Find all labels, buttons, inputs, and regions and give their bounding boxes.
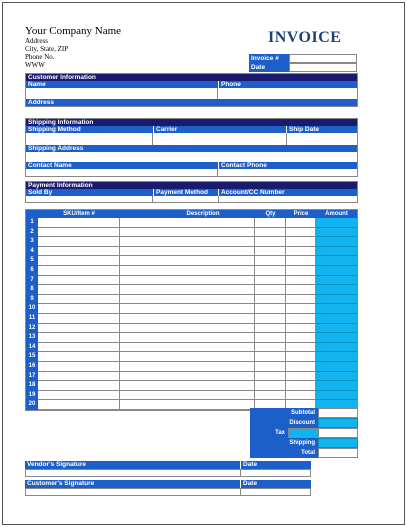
qty-cell[interactable]	[255, 218, 286, 228]
price-cell[interactable]	[286, 304, 316, 314]
price-cell[interactable]	[286, 391, 316, 401]
line-items-body	[26, 218, 357, 410]
invoice-date-label: Date	[249, 63, 289, 72]
price-cell[interactable]	[286, 256, 316, 266]
price-cell[interactable]	[286, 247, 316, 257]
shipping-total-value[interactable]	[318, 438, 358, 448]
table-row	[26, 352, 357, 362]
col-sku: SKU/Item #	[38, 210, 120, 218]
description-cell[interactable]	[120, 343, 255, 353]
tax-value	[318, 428, 358, 438]
table-row	[26, 372, 357, 382]
customer-header: Customer Information	[26, 74, 357, 81]
col-number-head	[26, 210, 38, 218]
customer-phone-field[interactable]	[219, 88, 357, 99]
shipping-address-label: Shipping Address	[26, 145, 357, 152]
amount-cell	[316, 266, 357, 276]
sku-cell[interactable]	[38, 247, 120, 257]
description-cell[interactable]	[120, 266, 255, 276]
subtotal-value	[318, 408, 358, 418]
price-cell[interactable]	[286, 314, 316, 324]
sku-cell[interactable]	[38, 218, 120, 228]
qty-cell[interactable]	[255, 362, 286, 372]
description-cell[interactable]	[120, 362, 255, 372]
table-row	[26, 218, 357, 228]
price-cell[interactable]	[286, 228, 316, 238]
row-number: 14	[26, 343, 38, 353]
qty-cell[interactable]	[255, 304, 286, 314]
sku-cell[interactable]	[38, 362, 120, 372]
sku-cell[interactable]	[38, 266, 120, 276]
description-cell[interactable]	[120, 237, 255, 247]
amount-cell	[316, 256, 357, 266]
shipping-total-label: Shipping	[250, 438, 318, 448]
row-number: 13	[26, 333, 38, 343]
tax-label: Tax	[250, 428, 288, 438]
qty-cell[interactable]	[255, 372, 286, 382]
qty-cell[interactable]	[255, 266, 286, 276]
price-cell[interactable]	[286, 276, 316, 286]
table-row	[26, 295, 357, 305]
row-number: 17	[26, 372, 38, 382]
customer-signature-label: Customer's Signature	[25, 480, 240, 488]
row-number: 18	[26, 381, 38, 391]
shipping-section	[25, 118, 358, 177]
description-cell[interactable]	[120, 228, 255, 238]
totals-block	[250, 408, 358, 458]
carrier-field[interactable]	[154, 133, 287, 145]
sku-cell[interactable]	[38, 304, 120, 314]
customer-section	[25, 73, 358, 107]
sku-cell[interactable]	[38, 333, 120, 343]
amount-cell	[316, 237, 357, 247]
price-cell[interactable]	[286, 218, 316, 228]
amount-cell	[316, 362, 357, 372]
row-number: 12	[26, 324, 38, 334]
amount-cell	[316, 247, 357, 257]
description-cell[interactable]	[120, 324, 255, 334]
discount-value[interactable]	[318, 418, 358, 428]
qty-cell[interactable]	[255, 276, 286, 286]
qty-cell[interactable]	[255, 314, 286, 324]
price-cell[interactable]	[286, 352, 316, 362]
sku-cell[interactable]	[38, 285, 120, 295]
row-number: 4	[26, 247, 38, 257]
invoice-number-label: Invoice #	[249, 54, 289, 63]
description-cell[interactable]	[120, 372, 255, 382]
price-cell[interactable]	[286, 362, 316, 372]
invoice-page	[2, 2, 405, 525]
vendor-date-label: Date	[241, 461, 311, 469]
description-cell[interactable]	[120, 295, 255, 305]
price-cell[interactable]	[286, 295, 316, 305]
row-number: 3	[26, 237, 38, 247]
row-number: 11	[26, 314, 38, 324]
qty-cell[interactable]	[255, 256, 286, 266]
table-row	[26, 256, 357, 266]
ship-date-field[interactable]	[287, 133, 357, 145]
table-row	[26, 381, 357, 391]
row-number: 20	[26, 400, 38, 410]
table-row	[26, 247, 357, 257]
col-qty: Qty	[255, 210, 286, 218]
company-www: WWW	[25, 61, 45, 69]
col-price: Price	[286, 210, 316, 218]
amount-cell	[316, 343, 357, 353]
amount-cell	[316, 333, 357, 343]
description-cell[interactable]	[120, 391, 255, 401]
qty-cell[interactable]	[255, 324, 286, 334]
description-cell[interactable]	[120, 333, 255, 343]
customer-date-field[interactable]	[240, 488, 311, 496]
qty-cell[interactable]	[255, 333, 286, 343]
payment-method-label: Payment Method	[154, 189, 218, 196]
sku-cell[interactable]	[38, 228, 120, 238]
shipping-address-field[interactable]	[26, 152, 357, 162]
invoice-title: INVOICE	[268, 29, 342, 46]
company-city: City, State, ZIP	[25, 45, 69, 53]
table-row	[26, 343, 357, 353]
shipping-header: Shipping Information	[26, 119, 357, 126]
vendor-signature-label: Vendor's Signature	[25, 461, 240, 469]
row-number: 7	[26, 276, 38, 286]
col-description: Description	[120, 210, 286, 218]
table-row	[26, 228, 357, 238]
row-number: 1	[26, 218, 38, 228]
sku-cell[interactable]	[38, 352, 120, 362]
sold-by-field[interactable]	[26, 196, 153, 202]
qty-cell[interactable]	[255, 237, 286, 247]
amount-cell	[316, 391, 357, 401]
qty-cell[interactable]	[255, 352, 286, 362]
qty-cell[interactable]	[255, 285, 286, 295]
price-cell[interactable]	[286, 324, 316, 334]
sku-cell[interactable]	[38, 391, 120, 401]
contact-phone-label: Contact Phone	[219, 162, 357, 169]
table-row	[26, 304, 357, 314]
total-value	[318, 448, 358, 458]
qty-cell[interactable]	[255, 247, 286, 257]
table-row	[26, 314, 357, 324]
account-number-field[interactable]	[219, 196, 357, 202]
amount-cell	[316, 276, 357, 286]
table-row	[26, 237, 357, 247]
description-cell[interactable]	[120, 314, 255, 324]
company-block	[25, 26, 121, 69]
price-cell[interactable]	[286, 372, 316, 382]
qty-cell[interactable]	[255, 228, 286, 238]
amount-cell	[316, 381, 357, 391]
shipping-method-field[interactable]	[26, 133, 153, 145]
row-number: 8	[26, 285, 38, 295]
sku-cell[interactable]	[38, 295, 120, 305]
payment-method-field[interactable]	[154, 196, 219, 202]
customer-signature-field[interactable]	[25, 488, 241, 496]
contact-name-field[interactable]	[26, 169, 218, 176]
description-cell[interactable]	[120, 381, 255, 391]
amount-cell	[316, 285, 357, 295]
qty-cell[interactable]	[255, 381, 286, 391]
row-number: 15	[26, 352, 38, 362]
description-cell[interactable]	[120, 304, 255, 314]
payment-header: Payment Information	[26, 182, 357, 189]
table-row	[26, 362, 357, 372]
qty-cell[interactable]	[255, 391, 286, 401]
price-cell[interactable]	[286, 237, 316, 247]
amount-cell	[316, 218, 357, 228]
price-cell[interactable]	[286, 343, 316, 353]
qty-cell[interactable]	[255, 343, 286, 353]
row-number: 2	[26, 228, 38, 238]
customer-name-field[interactable]	[26, 88, 218, 99]
description-cell[interactable]	[120, 400, 255, 410]
company-name: Your Company Name	[25, 25, 122, 37]
carrier-label: Carrier	[154, 126, 286, 133]
sku-cell[interactable]	[38, 400, 120, 410]
customer-address-label: Address	[26, 99, 357, 106]
invoice-number-field[interactable]	[289, 54, 357, 63]
table-row	[26, 266, 357, 276]
col-amount: Amount	[316, 210, 357, 218]
description-cell[interactable]	[120, 352, 255, 362]
row-number: 9	[26, 295, 38, 305]
amount-cell	[316, 352, 357, 362]
amount-cell	[316, 372, 357, 382]
tax-rate-field[interactable]	[288, 428, 318, 438]
table-row	[26, 391, 357, 401]
sku-cell[interactable]	[38, 276, 120, 286]
ship-date-label: Ship Date	[287, 126, 357, 133]
sku-cell[interactable]	[38, 256, 120, 266]
table-row	[26, 333, 357, 343]
amount-cell	[316, 295, 357, 305]
discount-label: Discount	[250, 418, 318, 428]
invoice-date-field[interactable]	[289, 63, 357, 72]
customer-phone-label: Phone	[219, 81, 357, 88]
contact-phone-field[interactable]	[219, 169, 357, 176]
description-cell[interactable]	[120, 276, 255, 286]
company-phone: Phone No.	[25, 53, 55, 61]
sku-cell[interactable]	[38, 324, 120, 334]
shipping-method-label: Shipping Method	[26, 126, 153, 133]
customer-date-label: Date	[241, 480, 311, 488]
customer-name-label: Name	[26, 81, 218, 88]
qty-cell[interactable]	[255, 295, 286, 305]
row-number: 10	[26, 304, 38, 314]
signatures	[25, 461, 358, 496]
sku-cell[interactable]	[38, 343, 120, 353]
description-cell[interactable]	[120, 256, 255, 266]
description-cell[interactable]	[120, 218, 255, 228]
sku-cell[interactable]	[38, 372, 120, 382]
amount-cell	[316, 324, 357, 334]
price-cell[interactable]	[286, 381, 316, 391]
amount-cell	[316, 228, 357, 238]
amount-cell	[316, 314, 357, 324]
row-number: 19	[26, 391, 38, 401]
price-cell[interactable]	[286, 285, 316, 295]
subtotal-label: Subtotal	[250, 408, 318, 418]
sold-by-label: Sold By	[26, 189, 153, 196]
description-cell[interactable]	[120, 285, 255, 295]
price-cell[interactable]	[286, 333, 316, 343]
sku-cell[interactable]	[38, 314, 120, 324]
contact-name-label: Contact Name	[26, 162, 218, 169]
total-label: Total	[250, 448, 318, 458]
invoice-meta	[249, 54, 357, 72]
table-row	[26, 285, 357, 295]
sku-cell[interactable]	[38, 237, 120, 247]
row-number: 5	[26, 256, 38, 266]
vendor-date-field[interactable]	[240, 469, 311, 477]
payment-section	[25, 181, 358, 203]
sku-cell[interactable]	[38, 381, 120, 391]
row-number: 6	[26, 266, 38, 276]
line-items-table	[25, 209, 358, 411]
company-address: Address	[25, 37, 48, 45]
amount-cell	[316, 304, 357, 314]
table-row	[26, 276, 357, 286]
vendor-signature-field[interactable]	[25, 469, 241, 477]
account-number-label: Account/CC Number	[219, 189, 357, 196]
description-cell[interactable]	[120, 247, 255, 257]
table-row	[26, 324, 357, 334]
row-number: 16	[26, 362, 38, 372]
price-cell[interactable]	[286, 266, 316, 276]
